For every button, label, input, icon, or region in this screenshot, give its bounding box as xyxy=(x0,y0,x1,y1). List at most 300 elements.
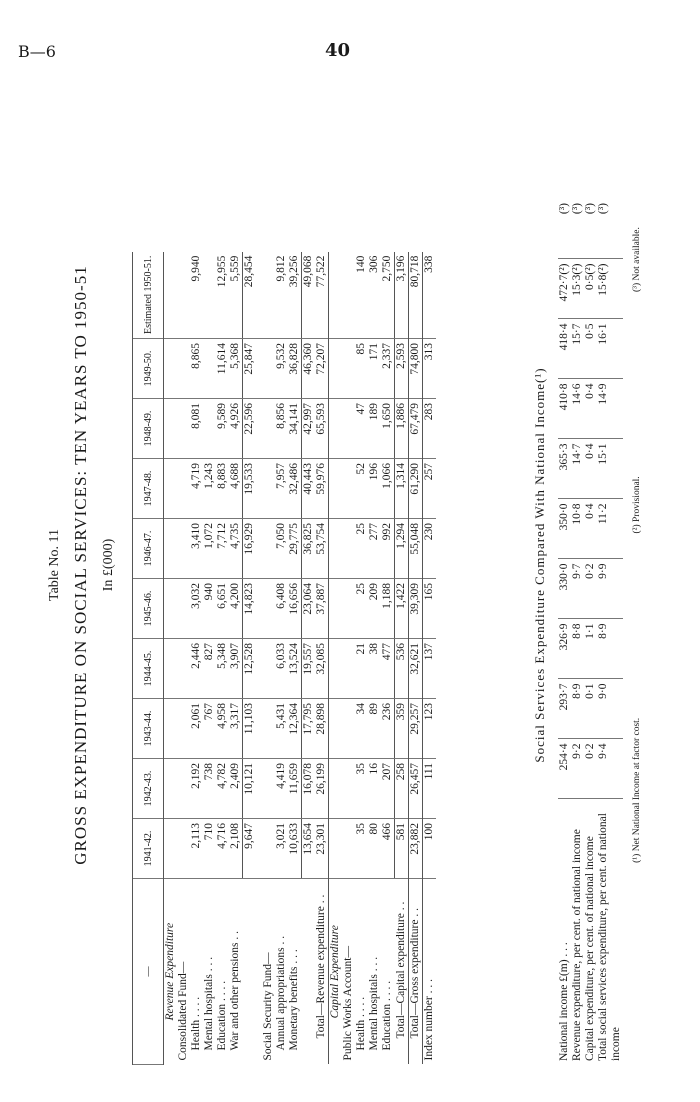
row-label: Mental hospitals . . . xyxy=(203,956,215,1051)
ratio-cell: 8·8 xyxy=(571,619,584,679)
column-header: 1946-47. xyxy=(133,519,164,579)
ratio-row xyxy=(610,199,623,1065)
ratio-cell xyxy=(610,499,623,559)
table-cell: 23,064 xyxy=(302,579,316,639)
table-cell: 35 xyxy=(355,819,368,879)
ratio-cell xyxy=(610,739,623,799)
table-cell: 19,533 xyxy=(243,459,257,519)
row-label: Education . . . . xyxy=(216,980,228,1051)
table-cell: 4,716 xyxy=(216,819,229,879)
table-cell: 32,085 xyxy=(315,639,329,699)
row-label: Public Works Account— xyxy=(342,946,354,1061)
table-cell: 1,314 xyxy=(395,459,409,519)
table-cell xyxy=(164,399,178,459)
table-cell: 23,301 xyxy=(315,819,329,879)
table-cell: 25 xyxy=(355,519,368,579)
ratio-cell xyxy=(610,379,623,439)
table-cell xyxy=(329,252,343,339)
table-cell: 767 xyxy=(203,699,216,759)
table-cell: 16 xyxy=(368,759,381,819)
row-label: Consolidated Fund— xyxy=(177,961,189,1061)
table-cell: 738 xyxy=(203,759,216,819)
table-row xyxy=(164,252,178,1065)
table-cell xyxy=(177,339,190,399)
row-label: Revenue Expenditure xyxy=(164,922,176,1021)
table-cell: 9,940 xyxy=(190,252,203,339)
table-cell: 9,812 xyxy=(275,252,288,339)
table-cell: 25,847 xyxy=(243,339,257,399)
table-cell xyxy=(203,252,216,339)
table-cell xyxy=(164,759,178,819)
row-label: Annual appropriations . . xyxy=(275,935,287,1051)
header-blank: — xyxy=(133,879,164,1065)
table-cell: 6,651 xyxy=(216,579,229,639)
row-label xyxy=(302,879,316,1065)
table-cell: 9,589 xyxy=(216,399,229,459)
table-cell: 10,121 xyxy=(243,759,257,819)
ratio-cell xyxy=(610,619,623,679)
table-cell: 14,823 xyxy=(243,579,257,639)
table-cell: 29,257 xyxy=(409,699,423,759)
table-cell: 59,976 xyxy=(315,459,329,519)
table-cell: 3,196 xyxy=(395,252,409,339)
table-cell xyxy=(342,579,355,639)
ratio-cell: 326·9 xyxy=(558,619,571,679)
table-cell: 89 xyxy=(368,699,381,759)
table-cell xyxy=(329,459,343,519)
table-cell xyxy=(329,819,343,879)
ratio-cell: 293·7 xyxy=(558,679,571,739)
column-header: 1944-45. xyxy=(133,639,164,699)
table-cell: 11,614 xyxy=(216,339,229,399)
ratio-cell: 8·9 xyxy=(571,679,584,739)
ratio-cell: 9·7 xyxy=(571,559,584,619)
table-cell: 4,958 xyxy=(216,699,229,759)
table-row xyxy=(409,252,423,1065)
row-label: Education . . . . xyxy=(381,980,394,1051)
table-cell: 16,929 xyxy=(243,519,257,579)
ratio-cell: (³) xyxy=(597,199,610,259)
ratio-cell: 0·5 xyxy=(584,319,597,379)
table-cell: 3,410 xyxy=(190,519,203,579)
column-header: 1941-42. xyxy=(133,819,164,879)
ratio-cell: 8·9 xyxy=(597,619,610,679)
ratio-cell: 472·7(²) xyxy=(558,259,571,319)
table-row xyxy=(190,252,203,1065)
ratio-cell xyxy=(610,319,623,379)
table-cell xyxy=(164,699,178,759)
table-cell: 47 xyxy=(355,399,368,459)
table-cell: 196 xyxy=(368,459,381,519)
row-label xyxy=(243,879,257,1065)
table-row xyxy=(229,252,243,1065)
table-cell: 111 xyxy=(423,759,437,819)
table-cell: 466 xyxy=(381,819,395,879)
table-cell xyxy=(164,639,178,699)
table-cell xyxy=(164,252,178,339)
table-cell: 8,081 xyxy=(190,399,203,459)
table-cell: 207 xyxy=(381,759,395,819)
table-cell xyxy=(177,459,190,519)
footnotes xyxy=(632,135,642,955)
table-unit: In £(000) xyxy=(101,538,116,592)
table-cell: 5,559 xyxy=(229,252,243,339)
table-cell: 72,207 xyxy=(315,339,329,399)
column-header: 1947-48. xyxy=(133,459,164,519)
table-cell xyxy=(177,252,190,339)
table-cell xyxy=(177,399,190,459)
table-cell: 39,256 xyxy=(288,252,302,339)
row-label: Health . . . . xyxy=(190,996,202,1051)
table-cell xyxy=(262,399,275,459)
table-cell: 46,360 xyxy=(302,339,316,399)
ratio-cell: 0·1 xyxy=(584,679,597,739)
table-cell xyxy=(203,339,216,399)
footnote-1: (¹) Net National Income at factor cost. xyxy=(632,717,642,863)
table-cell: 61,290 xyxy=(409,459,423,519)
ratio-cell: 0·2 xyxy=(584,739,597,799)
table-cell: 19,557 xyxy=(302,639,316,699)
ratio-cell xyxy=(610,259,623,319)
table-cell xyxy=(342,759,355,819)
column-header: 1949-50. xyxy=(133,339,164,399)
ratio-cell: 0·4 xyxy=(584,439,597,499)
column-header: Estimated 1950-51. xyxy=(133,252,164,339)
table-cell: 65,593 xyxy=(315,399,329,459)
ratio-row xyxy=(571,199,584,1065)
table-cell: 5,368 xyxy=(229,339,243,399)
table-cell: 4,419 xyxy=(275,759,288,819)
table-cell: 39,309 xyxy=(409,579,423,639)
table-cell: 258 xyxy=(395,759,409,819)
table-cell: 6,033 xyxy=(275,639,288,699)
table-cell xyxy=(164,339,178,399)
ratio-cell xyxy=(610,439,623,499)
table-cell: 16,078 xyxy=(302,759,316,819)
table-row xyxy=(243,252,257,1065)
table-row xyxy=(302,252,316,1065)
ratio-cell: 15·3(²) xyxy=(571,259,584,319)
ratio-cell: 410·8 xyxy=(558,379,571,439)
table-cell: 2,192 xyxy=(190,759,203,819)
table-cell xyxy=(177,519,190,579)
table-cell: 7,957 xyxy=(275,459,288,519)
table-cell: 77,522 xyxy=(315,252,329,339)
table-cell: 34 xyxy=(355,699,368,759)
table-cell xyxy=(164,459,178,519)
ratio-cell: 350·0 xyxy=(558,499,571,559)
table-cell: 5,431 xyxy=(275,699,288,759)
table-cell: 8,883 xyxy=(216,459,229,519)
table-cell xyxy=(329,399,343,459)
table-cell: 17,795 xyxy=(302,699,316,759)
table-row xyxy=(216,252,229,1065)
table-cell xyxy=(342,819,355,879)
national-income-table xyxy=(558,199,623,1065)
table-cell: 1,650 xyxy=(381,399,395,459)
table-cell: 2,750 xyxy=(381,252,395,339)
table-cell xyxy=(329,519,343,579)
table-cell: 28,898 xyxy=(315,699,329,759)
table-row xyxy=(275,252,288,1065)
table-cell xyxy=(177,579,190,639)
table-cell xyxy=(329,759,343,819)
ratio-cell: 0·5(²) xyxy=(584,259,597,319)
ratio-cell: 365·3 xyxy=(558,439,571,499)
ratio-cell: 16·1 xyxy=(597,319,610,379)
ratio-cell: (³) xyxy=(584,199,597,259)
ratio-label: Total social services expenditure, per cent. of national xyxy=(597,813,609,1061)
ratio-section-title: Social Services Expenditure Compared With National Income(¹) xyxy=(532,367,547,763)
ratio-label: income xyxy=(610,1027,622,1061)
table-cell: 25 xyxy=(355,579,368,639)
table-cell: 12,528 xyxy=(243,639,257,699)
table-cell: 536 xyxy=(395,639,409,699)
table-cell xyxy=(164,579,178,639)
table-cell: 12,955 xyxy=(216,252,229,339)
page-number: 40 xyxy=(325,40,351,61)
table-cell: 80,718 xyxy=(409,252,423,339)
table-cell: 4,782 xyxy=(216,759,229,819)
table-cell: 2,593 xyxy=(395,339,409,399)
table-cell: 42,997 xyxy=(302,399,316,459)
table-cell: 2,409 xyxy=(229,759,243,819)
table-cell: 4,719 xyxy=(190,459,203,519)
table-cell: 23,882 xyxy=(409,819,423,879)
ratio-cell: 330·0 xyxy=(558,559,571,619)
table-cell xyxy=(262,252,275,339)
table-cell: 67,479 xyxy=(409,399,423,459)
table-cell: 827 xyxy=(203,639,216,699)
ratio-cell: 15·1 xyxy=(597,439,610,499)
table-cell xyxy=(342,699,355,759)
table-cell: 32,486 xyxy=(288,459,302,519)
table-row xyxy=(423,252,437,1065)
table-cell: 4,735 xyxy=(229,519,243,579)
table-cell: 40,443 xyxy=(302,459,316,519)
table-cell xyxy=(177,759,190,819)
ratio-label: Revenue expenditure, per cent. of national income xyxy=(571,829,583,1061)
table-cell xyxy=(203,399,216,459)
table-row xyxy=(262,252,275,1065)
row-label: Total—Gross expenditure . . xyxy=(409,879,423,1065)
table-cell: 4,688 xyxy=(229,459,243,519)
table-title: GROSS EXPENDITURE ON SOCIAL SERVICES: TEN YEARS TO 1950-51 xyxy=(71,265,90,865)
table-cell: 992 xyxy=(381,519,395,579)
table-cell: 140 xyxy=(355,252,368,339)
table-row xyxy=(368,252,381,1065)
table-cell: 3,907 xyxy=(229,639,243,699)
table-cell: 2,108 xyxy=(229,819,243,879)
table-cell xyxy=(329,339,343,399)
table-cell xyxy=(342,459,355,519)
ratio-cell: 9·2 xyxy=(571,739,584,799)
ratio-cell: 14·7 xyxy=(571,439,584,499)
table-cell: 8,865 xyxy=(190,339,203,399)
table-cell xyxy=(329,699,343,759)
table-cell xyxy=(177,699,190,759)
table-cell: 581 xyxy=(395,819,409,879)
table-cell: 338 xyxy=(423,252,437,339)
row-label: Total—Capital expenditure . . xyxy=(395,879,409,1065)
table-cell: 306 xyxy=(368,252,381,339)
column-header: 1948-49. xyxy=(133,399,164,459)
table-cell: 29,775 xyxy=(288,519,302,579)
table-cell: 4,926 xyxy=(229,399,243,459)
ratio-cell: 9·9 xyxy=(597,559,610,619)
ratio-row xyxy=(597,199,610,1065)
row-label: Mental hospitals . . . xyxy=(368,956,380,1051)
table-cell: 1,886 xyxy=(395,399,409,459)
table-cell: 230 xyxy=(423,519,437,579)
table-cell xyxy=(262,819,275,879)
table-cell: 477 xyxy=(381,639,395,699)
table-cell: 123 xyxy=(423,699,437,759)
table-cell: 2,061 xyxy=(190,699,203,759)
ratio-cell: 10·8 xyxy=(571,499,584,559)
table-row xyxy=(381,252,395,1065)
table-cell xyxy=(342,399,355,459)
ratio-cell: 418·4 xyxy=(558,319,571,379)
ratio-row xyxy=(584,199,597,1065)
table-cell: 1,188 xyxy=(381,579,395,639)
ratio-row xyxy=(558,199,571,1065)
table-cell: 209 xyxy=(368,579,381,639)
page-code: B—6 xyxy=(18,42,56,61)
table-cell: 9,647 xyxy=(243,819,257,879)
table-row xyxy=(395,252,409,1065)
table-cell: 3,032 xyxy=(190,579,203,639)
table-cell: 2,446 xyxy=(190,639,203,699)
table-cell: 1,422 xyxy=(395,579,409,639)
table-cell: 36,828 xyxy=(288,339,302,399)
table-cell: 11,103 xyxy=(243,699,257,759)
table-number: Table No. 11 xyxy=(47,529,62,601)
table-cell xyxy=(329,579,343,639)
table-cell xyxy=(262,759,275,819)
table-cell: 55,048 xyxy=(409,519,423,579)
table-cell: 52 xyxy=(355,459,368,519)
table-cell: 37,887 xyxy=(315,579,329,639)
row-label: Social Security Fund— xyxy=(262,952,274,1061)
table-cell xyxy=(342,639,355,699)
ratio-cell: 15·8(²) xyxy=(597,259,610,319)
table-cell xyxy=(262,519,275,579)
table-cell: 21 xyxy=(355,639,368,699)
expenditure-table xyxy=(132,252,436,1065)
table-cell xyxy=(262,579,275,639)
ratio-cell xyxy=(610,199,623,259)
table-cell: 85 xyxy=(355,339,368,399)
footnote-2: (²) Provisional. xyxy=(632,476,642,534)
table-cell: 26,199 xyxy=(315,759,329,819)
table-cell: 12,364 xyxy=(288,699,302,759)
table-cell: 7,050 xyxy=(275,519,288,579)
table-cell: 137 xyxy=(423,639,437,699)
table-cell: 7,712 xyxy=(216,519,229,579)
table-cell: 1,243 xyxy=(203,459,216,519)
table-cell: 236 xyxy=(381,699,395,759)
table-cell: 10,633 xyxy=(288,819,302,879)
ratio-cell: 0·4 xyxy=(584,499,597,559)
table-cell: 283 xyxy=(423,399,437,459)
rotated-table-block xyxy=(15,65,695,1065)
table-cell: 710 xyxy=(203,819,216,879)
table-cell: 11,659 xyxy=(288,759,302,819)
table-cell: 100 xyxy=(423,819,437,879)
ratio-cell xyxy=(610,559,623,619)
table-row xyxy=(315,252,329,1065)
ratio-cell xyxy=(610,679,623,739)
table-row xyxy=(355,252,368,1065)
table-cell: 34,141 xyxy=(288,399,302,459)
ratio-cell: 14·9 xyxy=(597,379,610,439)
table-cell xyxy=(262,699,275,759)
table-cell: 165 xyxy=(423,579,437,639)
table-cell xyxy=(262,339,275,399)
table-cell: 257 xyxy=(423,459,437,519)
ratio-cell: 14·6 xyxy=(571,379,584,439)
table-cell xyxy=(342,519,355,579)
ratio-cell: (³) xyxy=(558,199,571,259)
table-cell: 53,754 xyxy=(315,519,329,579)
table-cell: 22,596 xyxy=(243,399,257,459)
table-cell: 28,454 xyxy=(243,252,257,339)
table-cell xyxy=(329,639,343,699)
ratio-cell: 9·4 xyxy=(597,739,610,799)
table-cell: 13,654 xyxy=(302,819,316,879)
table-cell: 16,656 xyxy=(288,579,302,639)
table-cell: 26,457 xyxy=(409,759,423,819)
table-cell xyxy=(177,639,190,699)
table-cell: 49,068 xyxy=(302,252,316,339)
table-cell: 359 xyxy=(395,699,409,759)
table-row xyxy=(288,252,302,1065)
footnote-3: (³) Not available. xyxy=(632,227,642,293)
table-row xyxy=(329,252,343,1065)
table-cell xyxy=(164,819,178,879)
table-cell: 1,066 xyxy=(381,459,395,519)
ratio-label: National income £(m) . . . xyxy=(558,942,570,1061)
table-row xyxy=(342,252,355,1065)
table-cell: 1,294 xyxy=(395,519,409,579)
table-cell: 171 xyxy=(368,339,381,399)
table-cell: 3,317 xyxy=(229,699,243,759)
table-cell: 313 xyxy=(423,339,437,399)
ratio-cell: 0·2 xyxy=(584,559,597,619)
table-cell: 3,021 xyxy=(275,819,288,879)
table-row xyxy=(177,252,190,1065)
row-label: War and other pensions . . xyxy=(229,931,242,1051)
ratio-label: Capital expenditure, per cent. of national income xyxy=(584,836,596,1061)
row-label: Capital Expenditure xyxy=(329,925,341,1019)
ratio-cell: 1·1 xyxy=(584,619,597,679)
table-cell: 189 xyxy=(368,399,381,459)
table-cell: 2,113 xyxy=(190,819,203,879)
table-cell xyxy=(342,339,355,399)
table-cell: 277 xyxy=(368,519,381,579)
table-cell: 5,348 xyxy=(216,639,229,699)
column-header-row xyxy=(133,252,164,1065)
column-header: 1945-46. xyxy=(133,579,164,639)
table-cell: 6,408 xyxy=(275,579,288,639)
table-cell: 13,524 xyxy=(288,639,302,699)
column-header: 1943-44. xyxy=(133,699,164,759)
table-cell: 32,621 xyxy=(409,639,423,699)
table-row xyxy=(203,252,216,1065)
table-cell: 8,856 xyxy=(275,399,288,459)
ratio-cell: 254·4 xyxy=(558,739,571,799)
